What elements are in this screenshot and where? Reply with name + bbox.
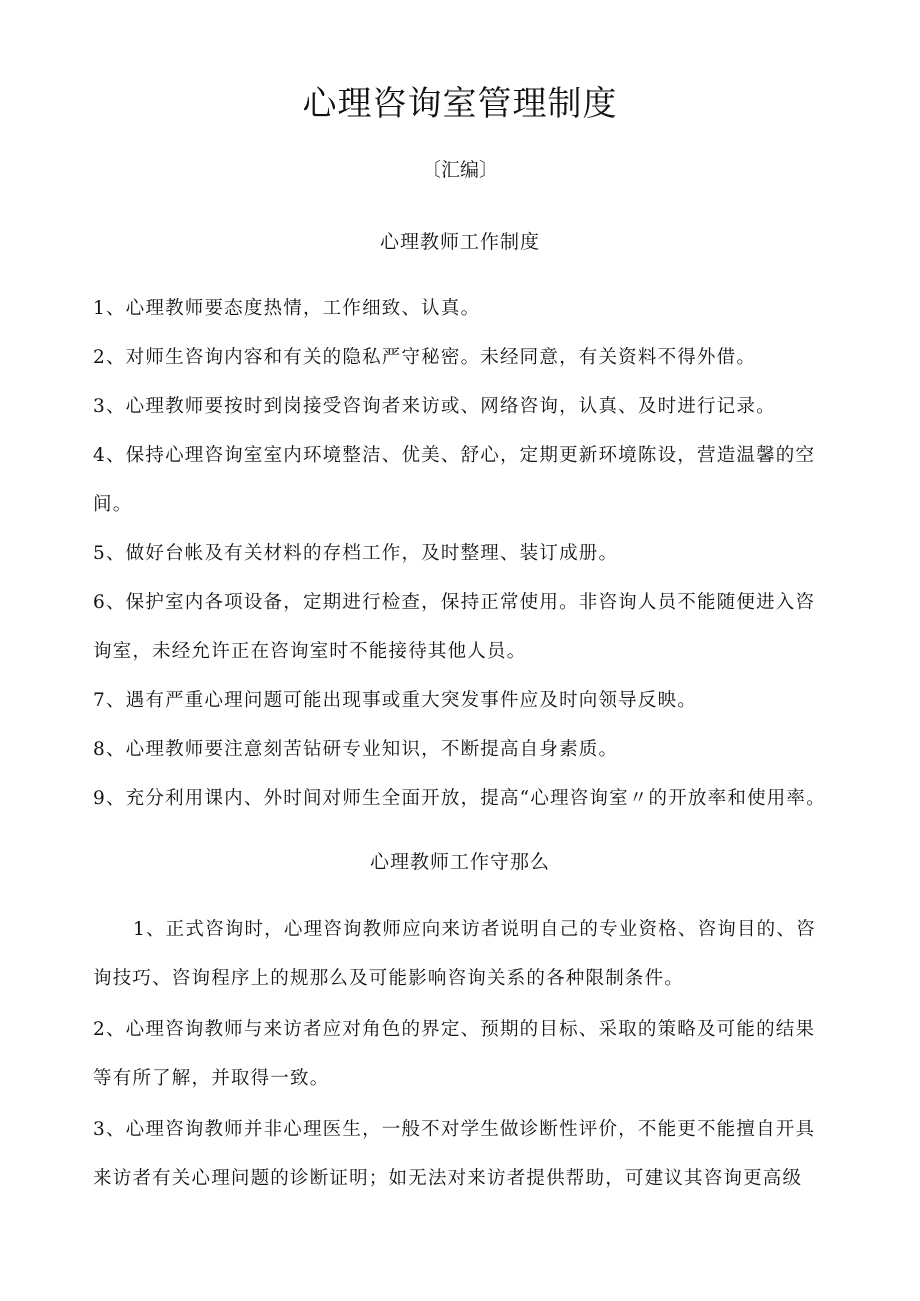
rule-item: 8、心理教师要注意刻苦钻研专业知识，不断提高自身素质。 <box>93 739 619 760</box>
rule-item: 6、保护室内各项设备，定期进行检查，保持正常使用。非咨询人员不能随便进入咨询室，未经允许正在咨询室时不能接待其他人员。 <box>93 592 816 662</box>
document-subtitle: 〔汇编〕 <box>421 159 498 181</box>
rule-item: 1、正式咨询时，心理咨询教师应向来访者说明自己的专业资格、咨询目的、咨询技巧、咨询程序上的规那么及可能影响咨询关系的各种限制条件。 <box>93 919 816 989</box>
rule-item: 7、遇有严重心理问题可能出现事或重大突发事件应及时向领导反映。 <box>93 690 697 711</box>
rule-item: 3、心理教师要按时到岗接受咨询者来访或、网络咨询，认真、及时进行记录。 <box>93 396 776 417</box>
rule-item: 9、充分利用课内、外时间对师生全面开放，提高“心理咨询室〃的开放率和使用率。 <box>93 788 826 809</box>
document-title: 心理咨询室管理制度 <box>302 84 618 124</box>
section-heading-teacher-work-rules: 心理教师工作守那么 <box>369 851 550 873</box>
rule-item: 5、做好台帐及有关材料的存档工作，及时整理、装订成册。 <box>93 543 619 564</box>
rule-item: 2、心理咨询教师与来访者应对角色的界定、预期的目标、采取的策略及可能的结果等有所了解，并取得一致。 <box>93 1019 816 1089</box>
rule-item: 2、对师生咨询内容和有关的隐私严守秘密。未经同意，有关资料不得外借。 <box>93 347 757 368</box>
rule-item: 4、保持心理咨询室室内环境整洁、优美、舒心，定期更新环境陈设，营造温馨的空间。 <box>93 445 816 515</box>
rule-item: 1、心理教师要态度热情，工作细致、认真。 <box>93 298 481 319</box>
section-heading-teacher-work-system: 心理教师工作制度 <box>379 231 540 253</box>
rule-item: 3、心理咨询教师并非心理医生，一般不对学生做诊断性评价，不能更不能擅自开具来访者有关心理问题的诊断证明；如无法对来访者提供帮助，可建议其咨询更高级 <box>93 1119 816 1189</box>
